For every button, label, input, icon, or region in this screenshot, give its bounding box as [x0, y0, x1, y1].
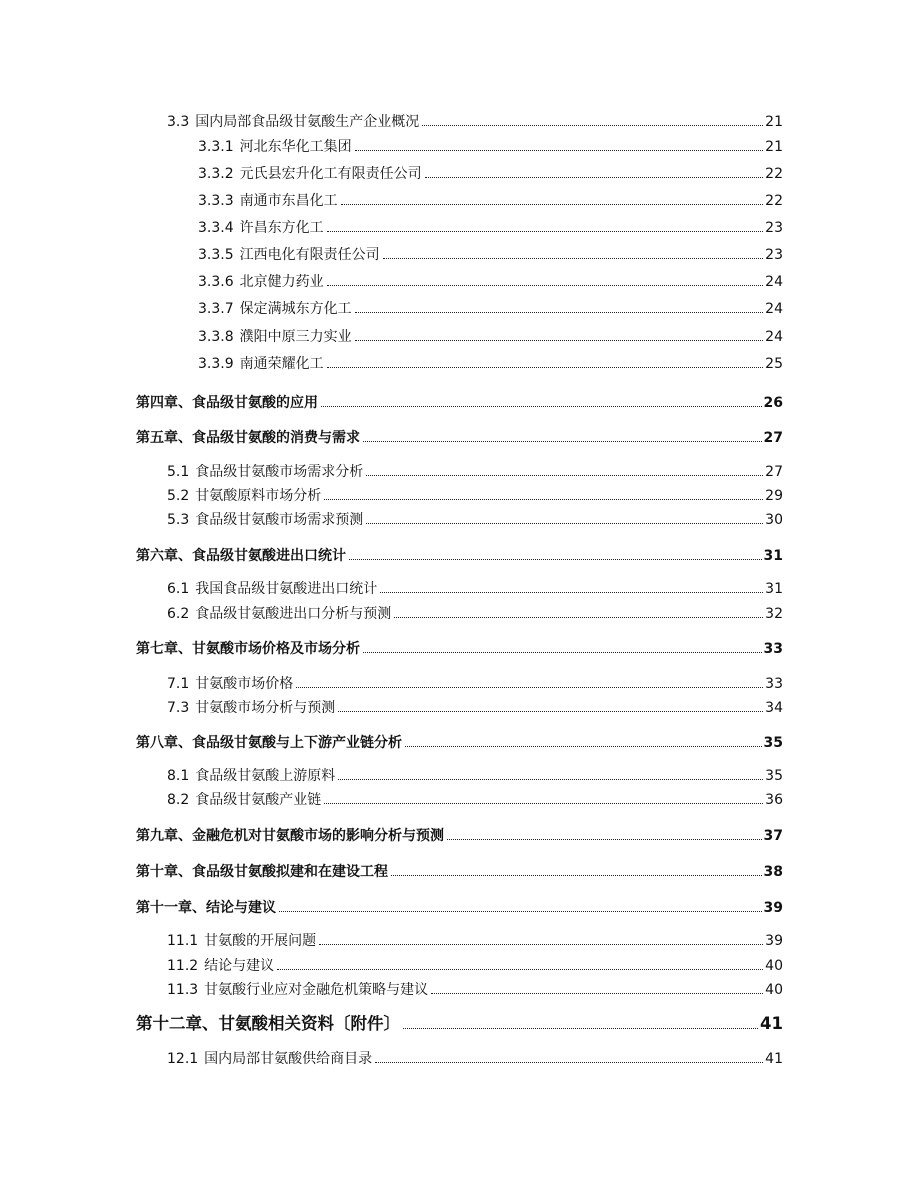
toc-entry-12-1[interactable] — [167, 1050, 783, 1068]
toc-chapter-5[interactable] — [136, 429, 783, 447]
toc-page-number: 38 — [763, 864, 783, 880]
toc-chapter-11[interactable] — [136, 899, 783, 917]
toc-entry-3-3[interactable] — [167, 113, 783, 131]
toc-chapter-title: 第七章、甘氨酸市场价格及市场分析 — [136, 641, 360, 657]
toc-section-number: 3.3.7 — [198, 301, 234, 317]
toc-chapter-4[interactable] — [136, 394, 783, 412]
toc-section-title: 食品级甘氨酸市场需求预测 — [195, 512, 364, 528]
toc-page-number: 23 — [765, 220, 783, 236]
toc-section-title: 我国食品级甘氨酸进出口统计 — [195, 581, 378, 597]
toc-section-title: 保定满城东方化工 — [239, 301, 352, 317]
dot-leader — [338, 779, 763, 780]
toc-section-number: 3.3.5 — [198, 247, 234, 263]
dot-leader — [366, 475, 763, 476]
toc-section-title: 南通市东昌化工 — [239, 193, 338, 209]
toc-page-number: 36 — [765, 792, 783, 808]
toc-section-title: 甘氨酸市场分析与预测 — [195, 700, 336, 716]
dot-leader — [403, 1028, 758, 1029]
dot-leader — [324, 803, 763, 804]
toc-entry-7-1[interactable] — [167, 675, 783, 693]
toc-entry-3-3-1[interactable] — [198, 138, 783, 156]
toc-section-title: 江西电化有限责任公司 — [239, 247, 380, 263]
toc-chapter-7[interactable] — [136, 640, 783, 658]
dot-leader — [327, 367, 764, 368]
dot-leader — [375, 1062, 763, 1063]
toc-page-number: 24 — [765, 329, 783, 345]
toc-section-number: 11.3 — [167, 982, 199, 998]
toc-page-number: 23 — [765, 247, 783, 263]
toc-section-title: 北京健力药业 — [239, 274, 324, 290]
toc-entry-6-2[interactable] — [167, 605, 783, 623]
toc-section-number: 8.1 — [167, 768, 190, 784]
toc-page-number: 22 — [765, 166, 783, 182]
toc-chapter-title: 第十章、食品级甘氨酸拟建和在建设工程 — [136, 864, 388, 880]
dot-leader — [279, 911, 762, 912]
toc-page-number: 29 — [765, 488, 783, 504]
toc-page-number: 22 — [765, 193, 783, 209]
toc-section-title: 濮阳中原三力实业 — [239, 329, 352, 345]
toc-section-title: 河北东华化工集团 — [239, 139, 352, 155]
dot-leader — [422, 125, 763, 126]
toc-page-number: 27 — [765, 464, 783, 480]
dot-leader — [349, 559, 762, 560]
toc-page-number: 26 — [763, 395, 783, 411]
dot-leader — [338, 711, 763, 712]
dot-leader — [380, 592, 763, 593]
toc-entry-11-3[interactable] — [167, 981, 783, 999]
dot-leader — [355, 312, 764, 313]
toc-page-number: 24 — [765, 274, 783, 290]
toc-section-title: 甘氨酸市场价格 — [195, 676, 294, 692]
dot-leader — [391, 875, 762, 876]
toc-chapter-title: 第四章、食品级甘氨酸的应用 — [136, 395, 318, 411]
toc-entry-5-2[interactable] — [167, 487, 783, 505]
dot-leader — [341, 204, 764, 205]
toc-page-number: 31 — [765, 581, 783, 597]
toc-entry-11-2[interactable] — [167, 957, 783, 975]
toc-section-number: 6.1 — [167, 581, 190, 597]
toc-section-number: 7.1 — [167, 676, 190, 692]
toc-page-number: 35 — [763, 735, 783, 751]
toc-page-number: 33 — [765, 676, 783, 692]
toc-page-number: 41 — [760, 1014, 783, 1033]
toc-section-number: 5.2 — [167, 488, 190, 504]
toc-chapter-title: 第九章、金融危机对甘氨酸市场的影响分析与预测 — [136, 828, 444, 844]
dot-leader — [296, 687, 763, 688]
toc-entry-3-3-7[interactable] — [198, 300, 783, 318]
toc-page-number: 21 — [765, 139, 783, 155]
dot-leader — [327, 285, 764, 286]
toc-chapter-9[interactable] — [136, 827, 783, 845]
dot-leader — [321, 406, 762, 407]
toc-chapter-title: 第六章、食品级甘氨酸进出口统计 — [136, 548, 346, 564]
toc-page-number: 39 — [765, 933, 783, 949]
toc-entry-11-1[interactable] — [167, 932, 783, 950]
toc-page-number: 30 — [765, 512, 783, 528]
dot-leader — [425, 177, 764, 178]
toc-section-number: 5.3 — [167, 512, 190, 528]
toc-entry-8-1[interactable] — [167, 767, 783, 785]
toc-entry-7-3[interactable] — [167, 699, 783, 717]
dot-leader — [355, 150, 764, 151]
toc-section-number: 3.3.4 — [198, 220, 234, 236]
dot-leader — [447, 839, 762, 840]
toc-section-number: 3.3 — [167, 114, 190, 130]
dot-leader — [366, 523, 763, 524]
toc-chapter-12[interactable] — [136, 1014, 783, 1034]
toc-chapter-6[interactable] — [136, 547, 783, 565]
toc-section-title: 食品级甘氨酸市场需求分析 — [195, 464, 364, 480]
toc-section-number: 3.3.8 — [198, 329, 234, 345]
toc-page-number: 31 — [763, 548, 783, 564]
dot-leader — [355, 340, 764, 341]
toc-entry-3-3-3[interactable] — [198, 192, 783, 210]
toc-entry-3-3-2[interactable] — [198, 165, 783, 183]
toc-chapter-8[interactable] — [136, 734, 783, 752]
toc-page-number: 40 — [765, 982, 783, 998]
toc-section-number: 8.2 — [167, 792, 190, 808]
toc-section-number: 7.3 — [167, 700, 190, 716]
dot-leader — [277, 969, 763, 970]
toc-section-title: 南通荣耀化工 — [239, 356, 324, 372]
toc-section-number: 11.1 — [167, 933, 199, 949]
toc-page-number: 27 — [763, 430, 783, 446]
toc-section-title: 食品级甘氨酸进出口分析与预测 — [195, 606, 392, 622]
toc-entry-3-3-4[interactable] — [198, 219, 783, 237]
toc-section-title: 国内局部食品级甘氨酸生产企业概况 — [195, 114, 420, 130]
toc-chapter-title: 第五章、食品级甘氨酸的消费与需求 — [136, 430, 360, 446]
dot-leader — [363, 652, 762, 653]
toc-section-number: 3.3.2 — [198, 166, 234, 182]
toc-section-number: 12.1 — [167, 1051, 199, 1067]
toc-page-number: 37 — [763, 828, 783, 844]
toc-entry-8-2[interactable] — [167, 791, 783, 809]
toc-entry-5-1[interactable] — [167, 463, 783, 481]
toc-chapter-10[interactable] — [136, 863, 783, 881]
toc-entry-3-3-5[interactable] — [198, 246, 783, 264]
toc-section-number: 6.2 — [167, 606, 190, 622]
toc-section-title: 食品级甘氨酸产业链 — [195, 792, 322, 808]
dot-leader — [383, 258, 764, 259]
toc-page-number: 34 — [765, 700, 783, 716]
toc-entry-3-3-8[interactable] — [198, 328, 783, 346]
dot-leader — [324, 499, 763, 500]
toc-section-number: 11.2 — [167, 958, 199, 974]
toc-section-title: 食品级甘氨酸上游原料 — [195, 768, 336, 784]
toc-chapter-title: 第十一章、结论与建议 — [136, 900, 276, 916]
dot-leader — [405, 746, 762, 747]
toc-section-number: 3.3.9 — [198, 356, 234, 372]
dot-leader — [394, 617, 763, 618]
toc-page-number: 32 — [765, 606, 783, 622]
toc-page-number: 41 — [765, 1051, 783, 1067]
toc-chapter-title: 第十二章、甘氨酸相关资料〔附件〕 — [136, 1014, 400, 1033]
toc-page-number: 40 — [765, 958, 783, 974]
toc-section-title: 甘氨酸行业应对金融危机策略与建议 — [204, 982, 429, 998]
toc-section-title: 国内局部甘氨酸供给商目录 — [204, 1051, 373, 1067]
dot-leader — [431, 993, 763, 994]
toc-section-title: 甘氨酸的开展问题 — [204, 933, 317, 949]
toc-entry-6-1[interactable] — [167, 580, 783, 598]
toc-page-number: 21 — [765, 114, 783, 130]
toc-entry-3-3-9[interactable] — [198, 355, 783, 373]
toc-section-title: 许昌东方化工 — [239, 220, 324, 236]
toc-section-number: 3.3.3 — [198, 193, 234, 209]
toc-section-number: 3.3.1 — [198, 139, 234, 155]
dot-leader — [363, 441, 762, 442]
toc-section-title: 甘氨酸原料市场分析 — [195, 488, 322, 504]
toc-entry-5-3[interactable] — [167, 511, 783, 529]
toc-page-number: 35 — [765, 768, 783, 784]
toc-page-number: 33 — [763, 641, 783, 657]
toc-page-number: 39 — [763, 900, 783, 916]
toc-chapter-title: 第八章、食品级甘氨酸与上下游产业链分析 — [136, 735, 402, 751]
dot-leader — [327, 231, 764, 232]
toc-section-number: 5.1 — [167, 464, 190, 480]
toc-page-number: 24 — [765, 301, 783, 317]
dot-leader — [319, 944, 763, 945]
toc-section-title: 元氏县宏升化工有限责任公司 — [239, 166, 422, 182]
toc-entry-3-3-6[interactable] — [198, 273, 783, 291]
toc-page-number: 25 — [765, 356, 783, 372]
toc-section-title: 结论与建议 — [204, 958, 275, 974]
toc-section-number: 3.3.6 — [198, 274, 234, 290]
